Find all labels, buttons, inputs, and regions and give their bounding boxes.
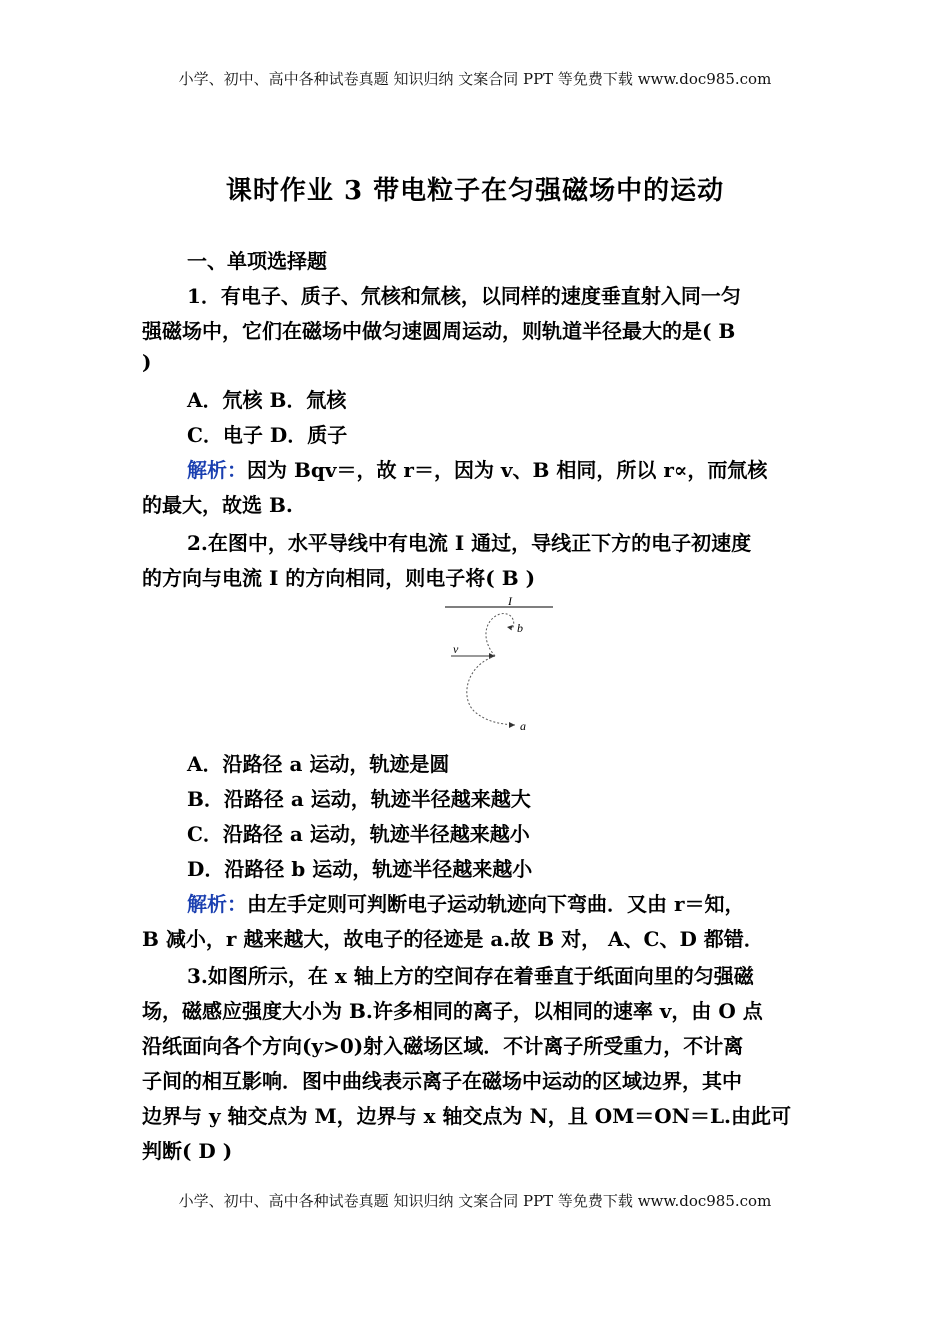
q2-stem-line1: 2.在图中，水平导线中有电流 I 通过，导线正下方的电子初速度 [187,531,752,555]
q1-stem-line3: ) [142,350,152,374]
q1-stem-line2: 强磁场中，它们在磁场中做匀速圆周运动，则轨道半径最大的是( B [142,319,736,343]
q3-line5: 边界与 y 轴交点为 M，边界与 x 轴交点为 N，且 OM＝ON＝L.由此可 [142,1104,791,1128]
path-b-arrowhead [507,625,513,630]
q1-explanation-text: 因为 Bqv＝，故 r＝，因为 v、B 相同，所以 r∝，而氚核 [247,458,768,482]
q2-option-b: B．沿路径 a 运动，轨迹半径越来越大 [187,787,531,811]
page-header: 小学、初中、高中各种试卷真题 知识归纳 文案合同 PPT 等免费下载 www.doc985.com [178,70,772,88]
q3-line2: 场，磁感应强度大小为 B.许多相同的离子，以相同的速率 v，由 O 点 [142,999,763,1023]
path-a-curve [467,656,515,725]
q2-option-a: A．沿路径 a 运动，轨迹是圆 [187,752,450,776]
q1-stem-line1: 1．有电子、质子、氘核和氚核，以同样的速度垂直射入同一匀 [187,284,741,308]
q2-explanation-line1 [187,888,745,917]
q2-explanation-line2: B 减小，r 越来越大，故电子的径迹是 a.故 B 对， A、C、D 都错． [142,927,764,951]
q2-stem-line2: 的方向与电流 I 的方向相同，则电子将( B ) [142,566,536,590]
velocity-label: v [453,642,459,656]
wire-electron-figure [445,594,560,739]
explanation-label: 解析： [187,458,247,482]
q3-line6: 判断( D ) [142,1139,233,1163]
path-b-curve [486,614,514,656]
q1-explanation-line2: 的最大，故选 B. [142,493,293,517]
q1-options-cd: C．电子 D．质子 [187,423,348,447]
q1-options-ab: A．氘核 B．氚核 [187,388,347,412]
section-heading: 一、单项选择题 [187,249,327,273]
q2-option-d: D．沿路径 b 运动，轨迹半径越来越小 [187,857,533,881]
q3-line1: 3.如图所示，在 x 轴上方的空间存在着垂直于纸面向里的匀强磁 [187,964,754,988]
q2-option-c: C．沿路径 a 运动，轨迹半径越来越小 [187,822,530,846]
path-a-arrowhead [509,722,515,728]
explanation-label: 解析： [187,892,247,916]
path-a-label: a [520,719,526,733]
q1-explanation-line1 [187,454,767,483]
page-footer: 小学、初中、高中各种试卷真题 知识归纳 文案合同 PPT 等免费下载 www.doc985.com [178,1192,772,1210]
q2-explanation-text: 由左手定则可判断电子运动轨迹向下弯曲．又由 r＝知， [247,892,745,916]
path-b-label: b [517,621,523,635]
current-label: I [508,594,512,608]
q3-line3: 沿纸面向各个方向(y>0)射入磁场区域．不计离子所受重力，不计离 [142,1034,744,1058]
q3-line4: 子间的相互影响．图中曲线表示离子在磁场中运动的区域边界，其中 [142,1069,742,1093]
page-title: 课时作业 3 带电粒子在匀强磁场中的运动 [225,176,725,206]
